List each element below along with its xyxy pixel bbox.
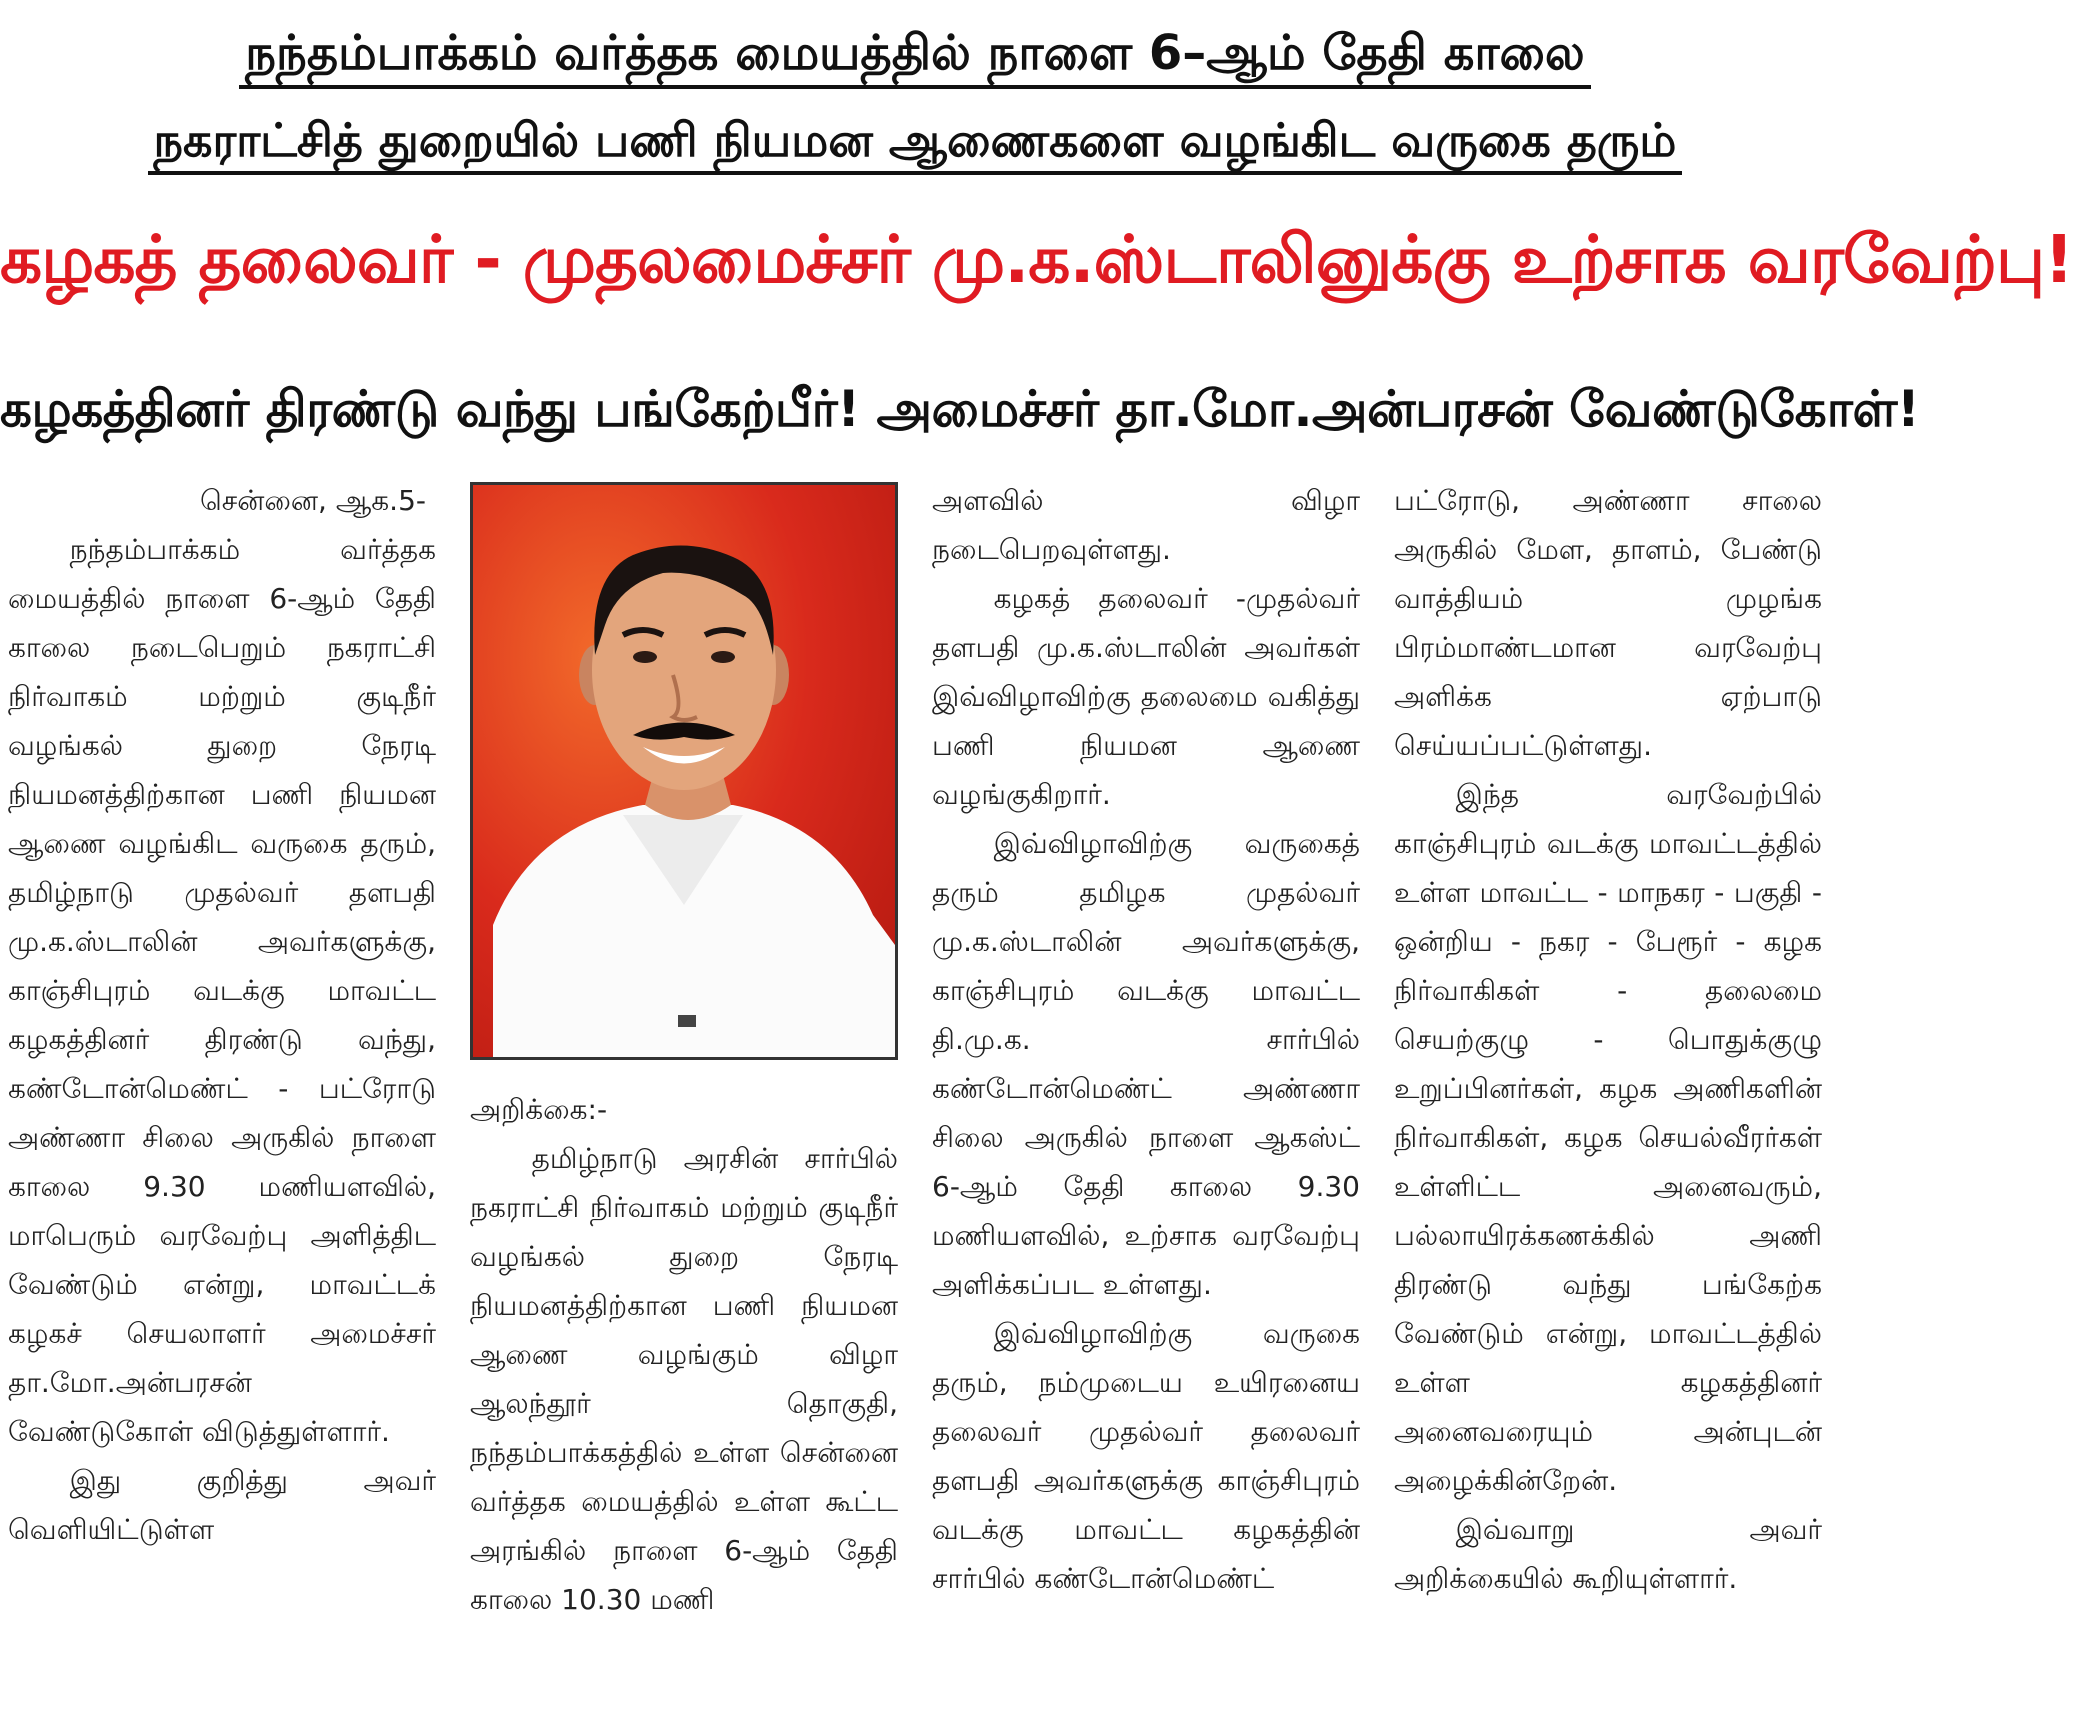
dateline: சென்னை, ஆக.5- xyxy=(199,484,426,517)
paragraph: இவ்வாறு அவர் அறிக்கையில் கூறியுள்ளார். xyxy=(1394,1513,1822,1595)
article-column-3 xyxy=(932,476,1360,1603)
portrait-image xyxy=(473,485,895,1057)
paragraph: இந்த வரவேற்பில் காஞ்சிபுரம் வடக்கு மாவட்டத்தில் உள்ள மாவட்ட - மாநகர - பகுதி - ஒன்றிய - நகர - பேரூர் - கழக நிர்வாகிகள் - தலைமை செயற்குழு - பொதுக்குழு உறுப்பினர்கள், கழக அணிகளின் நிர்வாகிகள், கழக செயல்வீரர்கள் உள்ளிட்ட அனைவரும், பல்லாயிரக்கணக்கில் அணி திரண்டு வந்து பங்கேற்க வேண்டும் என்று, மாவட்டத்தில் உள்ள கழகத்தினர் அனைவரையும் அன்புடன் அழைக்கின்றேன். xyxy=(1394,778,1822,1497)
paragraph: நந்தம்பாக்கம் வர்த்தக மையத்தில் நாளை 6-ஆம் தேதி காலை நடைபெறும் நகராட்சி நிர்வாகம் மற்றும் குடிநீர் வழங்கல் துறை நேரடி நியமனத்திற்கான பணி நியமன ஆணை வழங்கிட வருகை தரும், தமிழ்நாடு முதல்வர் தளபதி மு.க.ஸ்டாலின் அவர்களுக்கு, காஞ்சிபுரம் வடக்கு மாவட்ட கழகத்தினர் திரண்டு வந்து, கண்டோன்மெண்ட் - பட்ரோடு அண்ணா சிலை அருகில் நாளை காலை 9.30 மணியளவில், மாபெரும் வரவேற்பு அளித்திட வேண்டும் என்று, மாவட்டக் கழகச் செயலாளர் அமைச்சர் தா.மோ.அன்பரசன் வேண்டுகோள் விடுத்துள்ளார். xyxy=(8,533,436,1448)
paragraph: தமிழ்நாடு அரசின் சார்பில் நகராட்சி நிர்வாகம் மற்றும் குடிநீர் வழங்கல் துறை நேரடி நியமனத்திற்கான பணி நியமன ஆணை வழங்கும் விழா ஆலந்தூர் தொகுதி, நந்தம்பாக்கத்தில் உள்ள சென்னை வர்த்தக மையத்தில் உள்ள கூட்ட அரங்கில் நாளை 6-ஆம் தேதி காலை 10.30 மணி xyxy=(470,1142,898,1616)
paragraph: இது குறித்து அவர் வெளியிட்டுள்ள xyxy=(8,1464,436,1546)
headline-line-2 xyxy=(0,110,1830,170)
section-label: அறிக்கை:- xyxy=(470,1093,608,1126)
headline-line-1-text: நந்தம்பாக்கம் வர்த்தக மையத்தில் நாளை 6–ஆம் தேதி காலை xyxy=(239,25,1591,89)
headline-line-1 xyxy=(0,22,1830,84)
headline-line-2-text: நகராட்சித் துறையில் பணி நியமன ஆணைகளை வழங்கிட வருகை தரும் xyxy=(148,113,1683,175)
minister-photo xyxy=(470,482,898,1060)
sub-headline: கழகத்தினர் திரண்டு வந்து பங்கேற்பீர்! அமைச்சர் தா.மோ.அன்பரசன் வேண்டுகோள்! xyxy=(0,380,1920,438)
paragraph: இவ்விழாவிற்கு வருகைத் தரும் தமிழக முதல்வர் மு.க.ஸ்டாலின் அவர்களுக்கு, காஞ்சிபுரம் வடக்கு மாவட்ட தி.மு.க. சார்பில் கண்டோன்மெண்ட் அண்ணா சிலை அருகில் நாளை ஆகஸ்ட் 6-ஆம் தேதி காலை 9.30 மணியளவில், உற்சாக வரவேற்பு அளிக்கப்பட உள்ளது. xyxy=(932,827,1360,1301)
paragraph: கழகத் தலைவர் -முதல்வர் தளபதி மு.க.ஸ்டாலின் அவர்கள் இவ்விழாவிற்கு தலைமை வகித்து பணி நியமன ஆணை வழங்குகிறார். xyxy=(932,582,1360,811)
main-headline: கழகத் தலைவர் - முதலமைச்சர் மு.க.ஸ்டாலினுக்கு உற்சாக வரவேற்பு! xyxy=(0,221,2073,298)
paragraph: அளவில் விழா நடைபெறவுள்ளது. xyxy=(932,484,1360,566)
article-column-4 xyxy=(1394,476,1822,1603)
paragraph: பட்ரோடு, அண்ணா சாலை அருகில் மேள, தாளம், பேண்டு வாத்தியம் முழங்க பிரம்மாண்டமான வரவேற்பு அளிக்க ஏற்பாடு செய்யப்பட்டுள்ளது. xyxy=(1394,484,1822,762)
article-column-1 xyxy=(8,476,436,1554)
article-column-2 xyxy=(470,1085,898,1624)
paragraph: இவ்விழாவிற்கு வருகை தரும், நம்முடைய உயிரனைய தலைவர் முதல்வர் தலைவர் தளபதி அவர்களுக்கு காஞ்சிபுரம் வடக்கு மாவட்ட கழகத்தின் சார்பில் கண்டோன்மெண்ட் xyxy=(932,1317,1360,1595)
